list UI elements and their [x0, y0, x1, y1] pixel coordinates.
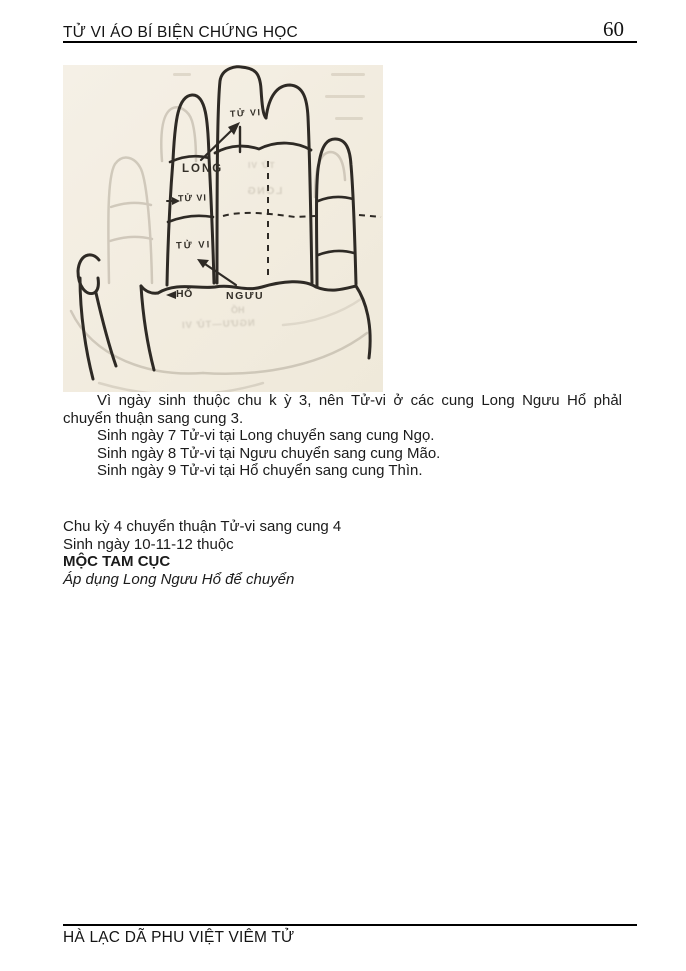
paragraph-chu-ky-3: Vì ngày sinh thuộc chu k ỳ 3, nên Tử-vi ở các cung Long Ngưu Hổ phảl chuyển thuận sang cung 3. [63, 392, 622, 427]
hand-diagram [63, 65, 383, 392]
line-sinh-ngay-7: Sinh ngày 7 Tử-vi tại Long chuyển sang cung Ngọ. [97, 427, 435, 444]
figure-label-nguu: NGƯU [226, 290, 265, 302]
footer-rule [63, 924, 637, 926]
line-sinh-ngay-9: Sinh ngày 9 Tử-vi tại Hổ chuyển sang cung Thìn. [97, 462, 423, 479]
body-block-1 [63, 392, 622, 480]
page-number: 60 [603, 17, 624, 41]
line-sinh-ngay-8: Sinh ngày 8 Tử-vi tại Ngưu chuyển sang cung Mão. [97, 444, 441, 462]
line-moc-tam-cuc: MỘC TAM CỤC [63, 553, 171, 570]
figure-label-long: LONG [182, 163, 224, 175]
footer-text: HÀ LẠC DÃ PHU VIỆT VIÊM TỬ [63, 929, 295, 946]
figure-label-tuvi-top: TỬ VI [229, 107, 262, 119]
line-chu-ky-4: Chu kỳ 4 chuyển thuận Tử-vi sang cung 4 [63, 518, 342, 535]
bleed-text-long: LONG [246, 185, 283, 197]
bleed-text-palm: NGƯU—TỬ VI [180, 317, 255, 332]
hand-diagram-drawing [63, 65, 383, 392]
header-rule [63, 41, 637, 43]
figure-label-tuvi-palm: TỬ VI [175, 239, 212, 252]
header-title: TỬ VI ÁO BÍ BIỆN CHỨNG HỌC [63, 24, 298, 41]
hand-outline [78, 67, 370, 379]
bleed-smudges [173, 73, 365, 120]
figure-label-tuvi-mid: TỬ VI [177, 192, 208, 204]
figure-label-ho: HỔ [176, 288, 193, 300]
bleed-text-tuvi: TỬ VI [247, 160, 275, 170]
body-block-2 [63, 518, 622, 588]
bleed-text-ho: HỔ [231, 305, 245, 315]
dashed-lines [223, 161, 381, 279]
line-sinh-ngay-10-12: Sinh ngày 10-11-12 thuộc [63, 535, 234, 553]
line-ap-dung: Áp dụng Long Ngưu Hổ để chuyển [63, 570, 295, 588]
